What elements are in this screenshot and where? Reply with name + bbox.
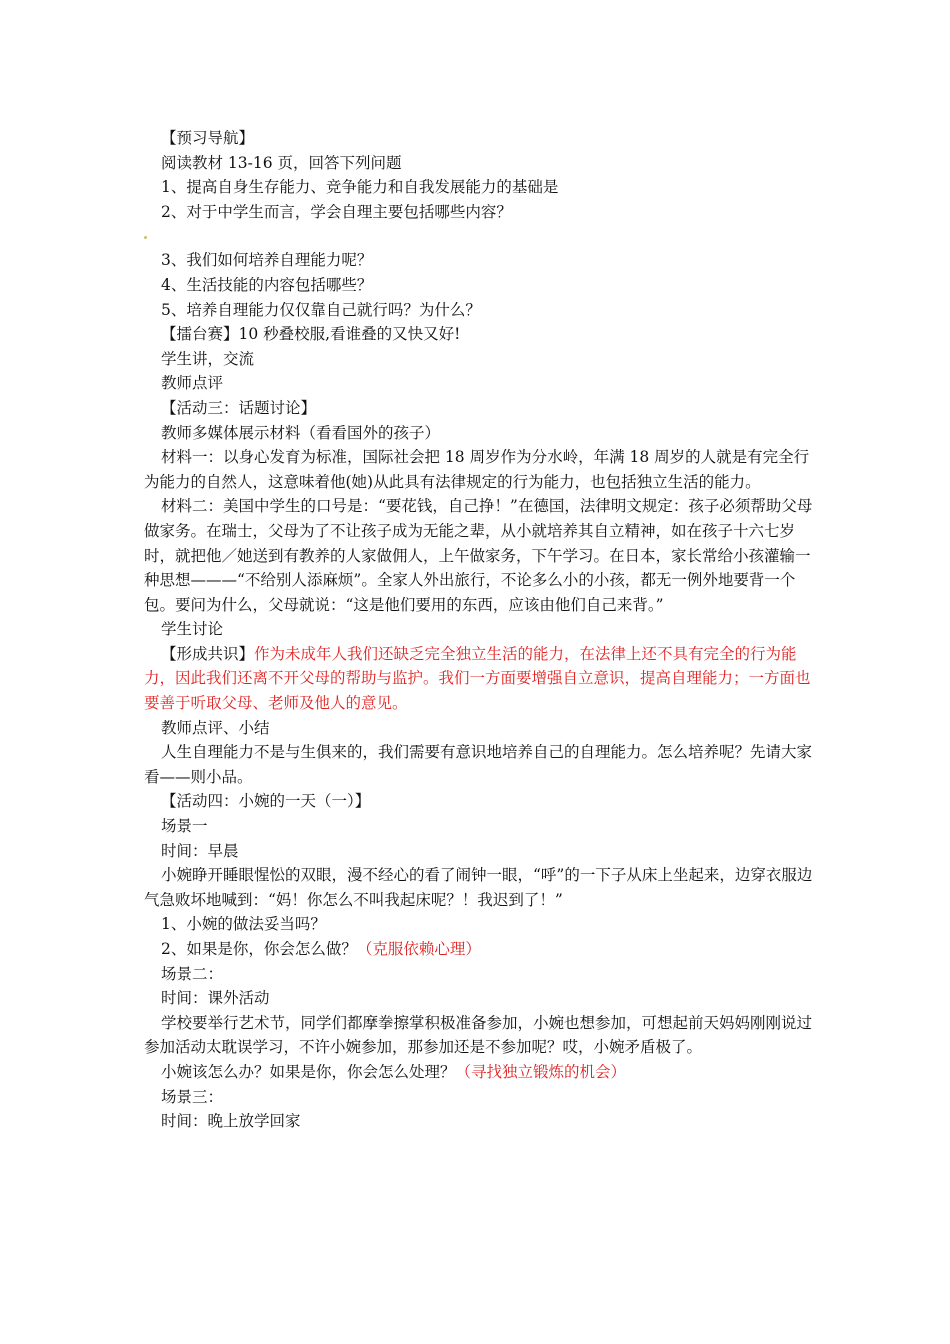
student-discussion: 学生讨论: [161, 620, 224, 639]
self-care-intro-paragraph: 人生自理能力不是与生俱来的，我们需要有意识地培养自己的自理能力。怎么培养呢？先请大家看——则小品。: [144, 743, 813, 786]
student-share: 学生讲，交流: [161, 349, 255, 368]
scene-one-question-2-text: 2、如果是你，你会怎么做？: [161, 940, 357, 958]
scene-one-answer: （克服依赖心理）: [356, 940, 481, 958]
consensus-label: 【形成共识】: [161, 644, 255, 663]
scene-two-question: [144, 1060, 814, 1085]
teacher-summary: 教师点评、小结: [161, 718, 270, 737]
scene-two-time: 时间：课外活动: [161, 989, 270, 1008]
consensus-text: 作为未成年人我们还缺乏完全独立生活的能力，在法律上还不具有完全的行为能力，因此我们还离不开父母的帮助与监护。我们一方面要增强自立意识，提高自理能力；一方面也要善于听取父母、老师及他人的意见。: [144, 644, 811, 713]
question-5: 5、培养自理能力仅仅靠自己就行吗？为什么？: [161, 300, 481, 319]
teacher-material-intro: 教师多媒体展示材料（看看国外的孩子）: [161, 423, 441, 442]
scene-one-question-1: 1、小婉的做法妥当吗？: [161, 915, 326, 934]
scene-three-label: 场景三：: [161, 1087, 224, 1106]
scene-one-label: 场景一: [161, 817, 208, 836]
scene-one-question-2: [144, 937, 814, 962]
scene-two-question-text: 小婉该怎么办？如果是你，你会怎么处理？: [161, 1062, 456, 1081]
question-1: 1、提高自身生存能力、竞争能力和自我发展能力的基础是: [161, 178, 559, 197]
scene-one-paragraph: 小婉睁开睡眼惺忪的双眼，漫不经心的看了闹钟一眼，“呼”的一下子从床上坐起来，边穿衣服边气急败坏地喊到：“妈！你怎么不叫我起床呢？！我迟到了！”: [144, 866, 813, 909]
scene-two-paragraph: 学校要举行艺术节，同学们都摩拳擦掌积极准备参加，小婉也想参加，可想起前天妈妈刚刚说过参加活动太耽误学习，不许小婉参加，那参加还是不参加呢？哎，小婉矛盾极了。: [144, 1013, 813, 1057]
activity-four-heading: 【活动四：小婉的一天（一）】: [161, 792, 371, 811]
teacher-comment: 教师点评: [161, 374, 224, 393]
consensus-paragraph: [144, 642, 814, 716]
section-heading-preview: 【预习导航】: [161, 129, 255, 147]
question-4: 4、生活技能的内容包括哪些？: [161, 275, 373, 294]
blank-answer-space: [144, 224, 814, 248]
document-body: [144, 126, 814, 1134]
scene-two-label: 场景二：: [161, 964, 224, 983]
reading-instruction: 阅读教材 13-16 页，回答下列问题: [161, 153, 402, 172]
activity-three-heading: 【活动三：话题讨论】: [161, 398, 317, 417]
material-one-paragraph: 材料一：以身心发育为标准，国际社会把 18 周岁作为分水岭，年满 18 周岁的人就是有完全行为能力的自然人，这意味着他(她)从此具有法律规定的行为能力，也包括独立生活的能力。: [144, 448, 810, 491]
question-2: 2、对于中学生而言，学会自理主要包括哪些内容？: [161, 202, 512, 221]
question-3: 3、我们如何培养自理能力呢？: [161, 251, 373, 270]
material-two-paragraph: 材料二：美国中学生的口号是：“要花钱，自己挣！”在德国，法律明文规定：孩子必须帮助父母做家务。在瑞士，父母为了不让孩子成为无能之辈，从小就培养其自立精神，如在孩子十六七岁时，就把他／她送到有教养的人家做佣人，上午做家务，下午学习。在日本，家长常给小孩灌输一种思想———“不给别人添麻烦”。全家人外出旅行，不论多么小的小孩，都无一例外地要背一个包。要问为什么，父母就说：“这是他们要用的东西，应该由他们自己来背。”: [144, 497, 813, 614]
scene-two-answer: （寻找独立锻炼的机会）: [455, 1062, 627, 1081]
scene-three-time: 时间：晚上放学回家: [161, 1112, 301, 1131]
contest-heading: 【擂台赛】10 秒叠校服,看谁叠的又快又好!: [161, 325, 461, 344]
scene-one-time: 时间：早晨: [161, 841, 239, 860]
